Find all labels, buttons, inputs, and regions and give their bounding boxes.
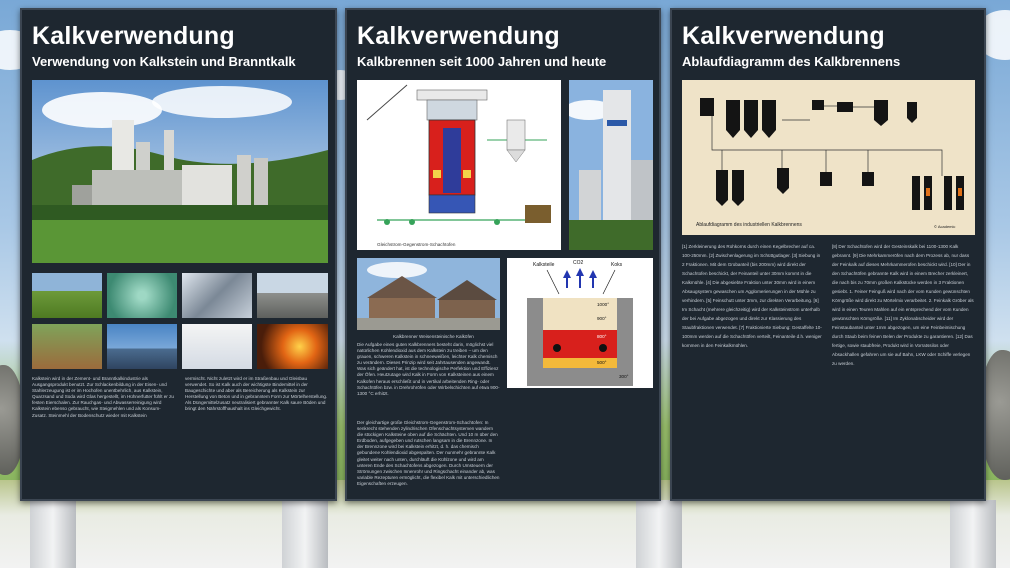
- info-panel-burning: [345, 8, 661, 501]
- post: [30, 500, 76, 568]
- historic-photo-caption: Kalkbrenner Weisensteinische Kalköfen: [393, 334, 474, 339]
- panel-title: Kalkverwendung: [32, 22, 235, 50]
- info-panel-flowchart: [670, 8, 986, 501]
- post: [636, 500, 682, 568]
- kiln-temp-label: 800°: [597, 334, 607, 339]
- flow-credit: © Academic: [934, 224, 956, 229]
- process-flow-diagram: [682, 80, 975, 235]
- kiln-temp-label: 1000°: [597, 302, 610, 307]
- kiln-temp-label: 500°: [597, 360, 607, 365]
- thumb-building: [257, 273, 328, 318]
- kiln-cross-section: [507, 258, 653, 388]
- panel-subtitle: Kalkbrennen seit 1000 Jahren und heute: [357, 54, 607, 69]
- kiln-temp-label: 300°: [619, 374, 629, 379]
- body-text-col1: Kalkstein wird in der Zement- und Branntkalkindustrie als Ausgangsprodukt benutzt. Zur Schlackenbildung in der Eisen- und Stahlerzeugung ist er im Hochofen unentbehrlich, aus Kalkstein, Quarzsand und Soda wird Glas hergestellt, im Hühnerfutter fühlt er zu festen Eierschalen. Zur Rauchgas- und Abwasserreinigung wird Kalkstein ebenso gebraucht, wie Steigmehlen und als Konsum-Zusatz. Steinmehl der Bodenschutz wieder mit Kalkstein: [32, 376, 174, 418]
- thumb-industrial-pipe: [182, 273, 252, 318]
- kiln-label-limestone: Kalksteile: [533, 262, 555, 268]
- thumb-chickens: [32, 324, 102, 369]
- panel-title: Kalkverwendung: [682, 22, 885, 50]
- body-text-col2: vermischt. Nicht zuletzt wird er im Straßenbau und Gleisbau verwendet. So ist Kalk auch der wichtigste Bindemittel in der Baugeschichte und aber als Bereicherung als Kalkstein zur Herstellung von Beton und in gebranntem Form zur Mörtelherstellung. Als Düngemittelzusatz neutralisiert gebrannter Kalk saure Böden und bringt den Nährstoffhaushalt ins Gleichgewicht.: [185, 376, 328, 412]
- panel-title: Kalkverwendung: [357, 22, 560, 50]
- diagram-caption: Gleichstrom-Gegenstrom-Schachtofen: [377, 242, 456, 247]
- historic-kiln-photo: [357, 258, 500, 330]
- post: [282, 500, 328, 568]
- thumb-tractor-field: [32, 273, 102, 318]
- post: [950, 500, 996, 568]
- shaft-kiln-diagram: [357, 80, 561, 250]
- body-text-1: Die Aufgabe eines guten Kalkbrenners besteht darin, möglichst viel natürlichen Kohlendioxid aus dem Kalkstein zu treiben – um den grauen, schweren Kalkstein in schneeweißen, leichter Kalk chemisch zu verändern. Dieses Prinzip wird seit Jahrtausenden angewandt. Was sich geändert hat, ist die technologische Perfektion und Effizienz der Öfen. Heutzutage wird Kalk in Form von Kalksteinen aus einem Kalkofen heraus erschließt und in vertikal arbeitenden Ring- oder Schachtöfen bzw. in Drehrohröfen oder Wirbelschichten auf etwa 900-1300 °C erhitzt.: [357, 342, 500, 396]
- info-panel-usage: [20, 8, 337, 501]
- lime-plant-photo: [32, 80, 328, 263]
- kiln-label-co2: CO2: [573, 260, 584, 266]
- thumb-green-granules: [107, 273, 177, 318]
- flow-caption: Ablaufdiagramm des industriellen Kalkbrennens: [696, 222, 802, 228]
- kiln-label-coke: Koks: [611, 262, 623, 268]
- kiln-temp-label: 900°: [597, 316, 607, 321]
- panel-subtitle: Ablaufdiagramm des Kalkbrennens: [682, 54, 901, 69]
- thumb-furnace-fire: [257, 324, 328, 369]
- process-steps-col2: [8] Der Schachtofen wird der Gesteinskalk bei 1100-1300 Kalk gebrannt. [9] Die Mehrkammeröfen nach dem Prozess ab, nur dass der Feinkalk auf dieses Mehrkammerofen beschickt wird. [10] Der in den Schachtöfen gebrannte Kalk wird in einem Brecher zerkleinert, die nach bis zu 70mm großen Kalkstücke werden in 3 Fraktionen gesiebt. 1. Feiner Feinguß wird nach der vom Kunden gewünschten Körngröße wird direkt zu Mörtelmix verarbeitet. 2. Feinkalk Gröber als wird in einen Teuren Mahlen auf ein entsprechend der vom Kunden gewünschten Körngröße. [11] Im Zyklonabscheider wird der Feinstaubanteil unter 1mm abgezogen, um eine Feinbeimischung durch Staub beim feinen Belen der Produkte zu garantieren. [12] Das fertige, sowie staubfreie, Produkt wird in Vorratssilos oder Absackhallen gefahren um sie auf Bahn, LKW oder Schiffe verlegen zu werden.: [832, 244, 974, 366]
- panel-subtitle: Verwendung von Kalkstein und Branntkalk: [32, 54, 296, 69]
- kiln-tower-photo: [569, 80, 653, 250]
- body-text-2: Der gleichartige große Gleichstrom-Gegenstrom-Schachtofen: In senkrecht stehenden zylindrischen Ofenschachtsystemen wandern die stückigen Kalksteine oben auf die Schächten. Und 10 m über den Erdboden, aufgegeben und rutschen langsam in die Brennzone. In der Brennzone wird bei Kalkstein erhitzt, d. h. das chemisch gebundene Kohlendioxid abgespalten. Der nunmehr gebrannte Kalk gleitet weiter nach unten, durchläuft die Kühlzone und wird am unteren Ende des Schachtofens abgezogen. Durch Umsteuern der Strömungen zwischen Innenrohr und Ringschacht einander ab, was variable Rezepturen ermöglicht, die flexibel Kalk mit unterschiedlichen Eigenschaften erzeugen.: [357, 420, 500, 486]
- thumb-toothpaste: [182, 324, 252, 369]
- thumb-power-plant: [107, 324, 177, 369]
- process-steps-col1: [1] Zerkleinerung des Rohkorns durch einen Kegelbrecher auf ca. 100-250mm. [2] Zwischenlagerung im Schüttgutlager. [3] Siebung in 2 Fraktionen. Mit dem Grobanteil (bis 200mm) wird direkt der Schachtofen beschickt, der Feinanteil unter 30mm kommt in die Kalkmühle. [4] Die abgesiebte Fraktion unter 30mm wird in einem Absaugsystem gewaschen um Agglomerierungen in der Mühle zu verhindern. [5] Feinschutt unter 3mm, zur direkten Verarbeitung. [6] Im Schacht (mehrere gleichzeitig) wird der Kalksteinstrom unterhalb der bei Aufgabe abgezogen und direkt zur Klassierung des Staubfraktionen verwendet. [7] Fraktionierte Siebung: Gestaffelte 10-100mm werden auf die Schachtöfen verteilt, Feinanteile d.h. weniger kommen in den Feinkalkmühlen.: [682, 244, 822, 348]
